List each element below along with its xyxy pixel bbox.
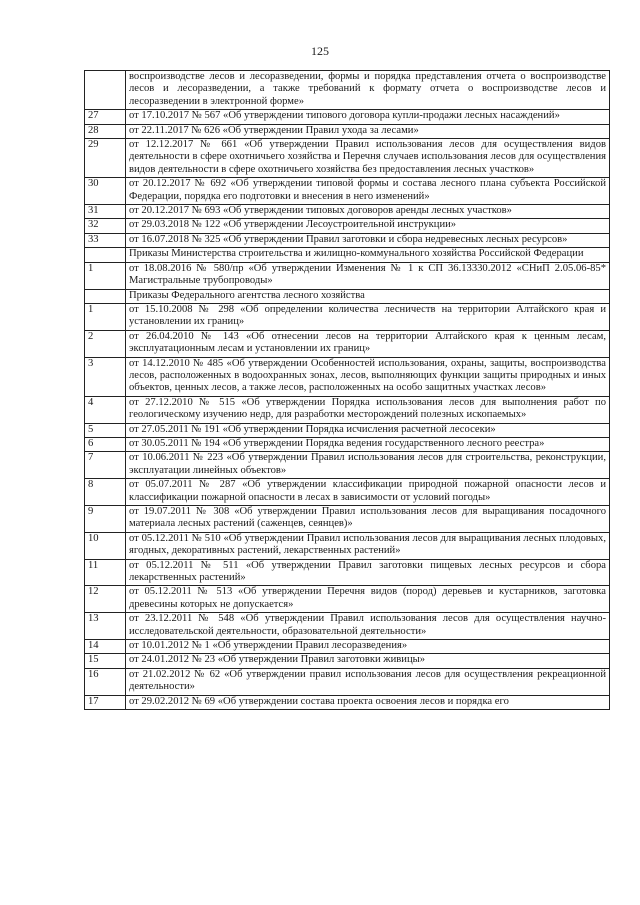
table-row [85, 396, 610, 423]
row-number: 29 [85, 139, 126, 178]
table-row [85, 559, 610, 586]
row-number: 1 [85, 303, 126, 330]
table-row [85, 357, 610, 396]
row-number: 32 [85, 219, 126, 233]
table-row [85, 303, 610, 330]
row-text: воспроизводстве лесов и лесоразведении, формы и порядка представления отчета о воспроизводстве лесов и лесоразведении, а также требований к формату отчета о воспроизводстве лесов и лесоразведении в электронной форме» [126, 71, 610, 110]
table-row [85, 262, 610, 289]
row-text: от 18.08.2016 № 580/пр «Об утверждении Изменения № 1 к СП 36.13330.2012 «СНиП 2.05.06-85* Магистральные трубопроводы» [126, 262, 610, 289]
row-text: от 27.05.2011 № 191 «Об утверждении Порядка исчисления расчетной лесосеки» [126, 423, 610, 437]
row-text: от 20.12.2017 № 693 «Об утверждении типовых договоров аренды лесных участков» [126, 205, 610, 219]
row-number: 5 [85, 423, 126, 437]
row-text: от 15.10.2008 № 298 «Об определении количества лесничеств на территории Алтайского края и установлении их границ» [126, 303, 610, 330]
section-heading: Приказы Министерства строительства и жилищно-коммунального хозяйства Российской Федерации [126, 248, 610, 262]
regulations-table [84, 70, 610, 710]
table-row [85, 124, 610, 138]
row-number: 7 [85, 452, 126, 479]
table-row [85, 613, 610, 640]
row-number [85, 71, 126, 110]
row-text: от 14.12.2010 № 485 «Об утверждении Особенностей использования, охраны, защиты, воспроизводства лесов, расположенных в водоохранных зонах, лесов, выполняющих функции защиты природных и иных объектов, ценных лесов, а также лесов, расположенных на особо защитных участках лесов» [126, 357, 610, 396]
table-row [85, 289, 610, 303]
row-number: 10 [85, 532, 126, 559]
table-row [85, 640, 610, 654]
row-number [85, 248, 126, 262]
table-row [85, 233, 610, 247]
row-number: 33 [85, 233, 126, 247]
row-number: 3 [85, 357, 126, 396]
row-text: от 30.05.2011 № 194 «Об утверждении Порядка ведения государственного лесного реестра» [126, 437, 610, 451]
row-number: 9 [85, 506, 126, 533]
table-row [85, 219, 610, 233]
row-text: от 12.12.2017 № 661 «Об утверждении Правил использования лесов для осуществления видов деятельности в сфере охотничьего хозяйства и Перечня случаев использования лесов для осуществления видов деятельности в сфере охотничьего хозяйства без предоставления лесных участков» [126, 139, 610, 178]
row-number: 16 [85, 668, 126, 695]
row-text: от 10.01.2012 № 1 «Об утверждении Правил лесоразведения» [126, 640, 610, 654]
row-text: от 24.01.2012 № 23 «Об утверждении Правил заготовки живицы» [126, 654, 610, 668]
row-text: от 10.06.2011 № 223 «Об утверждении Правил использования лесов для строительства, реконструкции, эксплуатации линейных объектов» [126, 452, 610, 479]
table-row [85, 205, 610, 219]
row-text: от 27.12.2010 № 515 «Об утверждении Порядка использования лесов для выполнения работ по геологическому изучению недр, для разработки месторождений полезных ископаемых» [126, 396, 610, 423]
row-text: от 05.07.2011 № 287 «Об утверждении классификации природной пожарной опасности лесов и классификации пожарной опасности в лесах в зависимости от условий погоды» [126, 479, 610, 506]
table-row [85, 248, 610, 262]
row-number: 15 [85, 654, 126, 668]
table-row [85, 586, 610, 613]
table-row [85, 668, 610, 695]
table-row [85, 423, 610, 437]
row-text: от 05.12.2011 № 510 «Об утверждении Правил использования лесов для выращивания лесных плодовых, ягодных, декоративных растений, лекарственных растений» [126, 532, 610, 559]
row-text: от 05.12.2011 № 513 «Об утверждении Перечня видов (пород) деревьев и кустарников, заготовка древесины которых не допускается» [126, 586, 610, 613]
table-row [85, 178, 610, 205]
row-number: 28 [85, 124, 126, 138]
row-text: от 22.11.2017 № 626 «Об утверждении Правил ухода за лесами» [126, 124, 610, 138]
row-number: 11 [85, 559, 126, 586]
table-row [85, 437, 610, 451]
table-row [85, 695, 610, 709]
row-number: 8 [85, 479, 126, 506]
table-row [85, 479, 610, 506]
row-number: 14 [85, 640, 126, 654]
row-number: 4 [85, 396, 126, 423]
row-number: 31 [85, 205, 126, 219]
row-number: 27 [85, 110, 126, 124]
table-row [85, 71, 610, 110]
table-row [85, 110, 610, 124]
section-heading: Приказы Федерального агентства лесного хозяйства [126, 289, 610, 303]
table-row [85, 506, 610, 533]
table-row [85, 139, 610, 178]
row-number: 13 [85, 613, 126, 640]
row-text: от 17.10.2017 № 567 «Об утверждении типового договора купли-продажи лесных насаждений» [126, 110, 610, 124]
row-number: 12 [85, 586, 126, 613]
row-number: 17 [85, 695, 126, 709]
row-number: 6 [85, 437, 126, 451]
row-number: 2 [85, 330, 126, 357]
row-number: 1 [85, 262, 126, 289]
row-text: от 16.07.2018 № 325 «Об утверждении Правил заготовки и сбора недревесных лесных ресурсов» [126, 233, 610, 247]
row-text: от 21.02.2012 № 62 «Об утверждении правил использования лесов для осуществления рекреационной деятельности» [126, 668, 610, 695]
table-row [85, 654, 610, 668]
row-number: 30 [85, 178, 126, 205]
table-row [85, 452, 610, 479]
row-text: от 19.07.2011 № 308 «Об утверждении Правил использования лесов для выращивания посадочного материала лесных растений (саженцев, сеянцев)» [126, 506, 610, 533]
row-text: от 20.12.2017 № 692 «Об утверждении типовой формы и состава лесного плана субъекта Российской Федерации, порядка его подготовки и внесения в него изменений» [126, 178, 610, 205]
row-text: от 29.02.2012 № 69 «Об утверждении состава проекта освоения лесов и порядка его [126, 695, 610, 709]
table-row [85, 532, 610, 559]
row-number [85, 289, 126, 303]
page-number: 125 [311, 44, 329, 58]
table-row [85, 330, 610, 357]
row-text: от 26.04.2010 № 143 «Об отнесении лесов на территории Алтайского края к ценным лесам, эксплуатационным лесам и установлении их границ» [126, 330, 610, 357]
row-text: от 23.12.2011 № 548 «Об утверждении Правил использования лесов для осуществления научно-исследовательской деятельности, образовательной деятельности» [126, 613, 610, 640]
row-text: от 05.12.2011 № 511 «Об утверждении Правил заготовки пищевых лесных ресурсов и сбора лекарственных растений» [126, 559, 610, 586]
row-text: от 29.03.2018 № 122 «Об утверждении Лесоустроительной инструкции» [126, 219, 610, 233]
